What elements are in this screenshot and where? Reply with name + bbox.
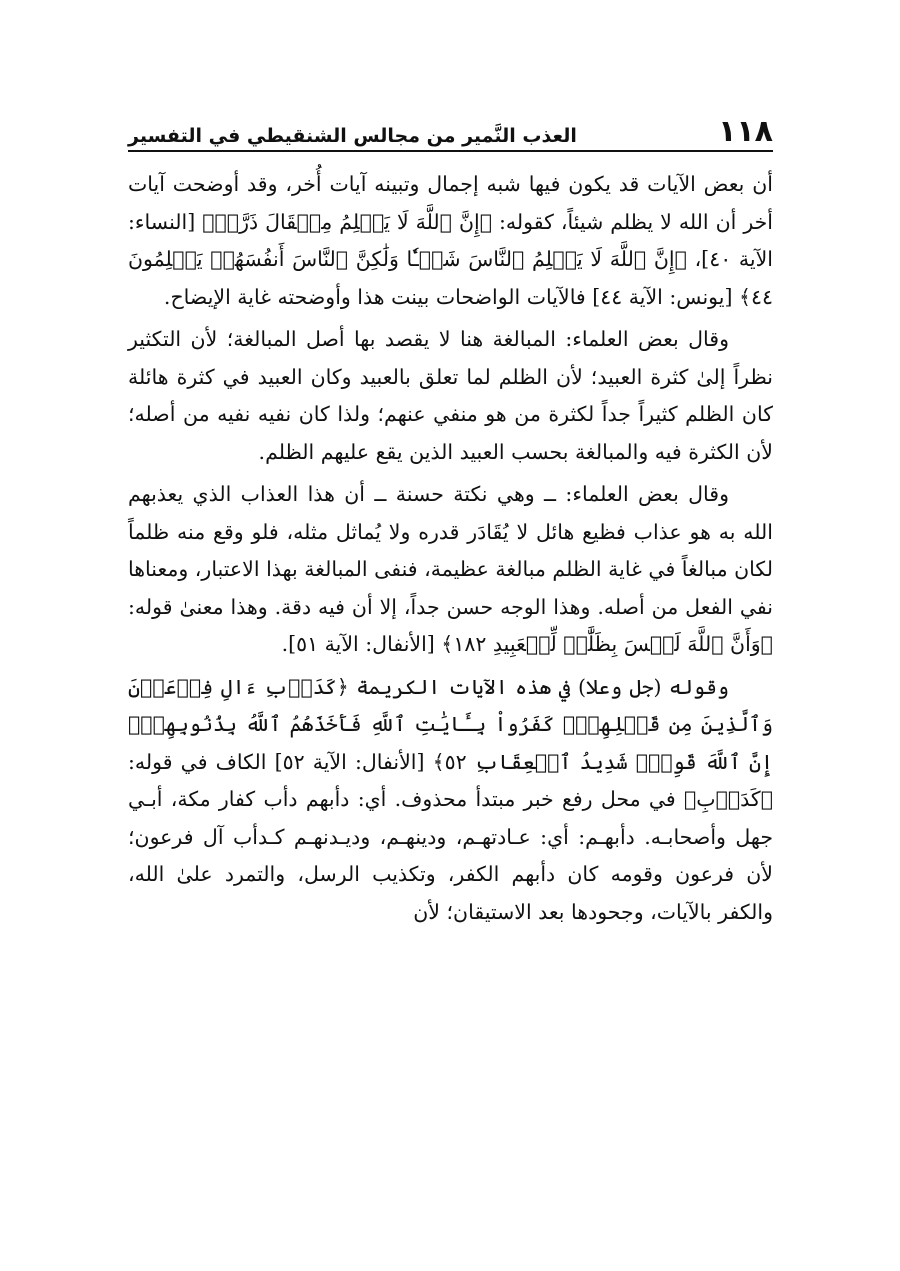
paragraph-4: وقوله (جل وعلا) في هذه الآيات الكريمة ﴿كَدَأۡبِ ءَالِ فِرۡعَوۡنَ وَٱلَّذِينَ مِن قَبۡلِهِمۡۚ كَفَرُواْ بِـَٔايَٰتِ ٱللَّهِ فَأَخَذَهُمُ ٱللَّهُ بِذُنُوبِهِمۡۚ إِنَّ ٱللَّهَ قَوِيّٞ شَدِيدُ ٱلۡعِقَابِ ٥٢﴾ [الأنفال: الآية ٥٢] الكاف في قوله: ﴿كَدَأۡبِ﴾ في محل رفع خبر مبتدأ محذوف. أي: دأبهم دأب كفار مكة، أبـي جهل وأصحابـه. دأبهـم: أي: عـادتهـم، ودينهـم، وديـدنهـم كـدأب آل فرعون؛ لأن فرعون وقومه كان دأبهم الكفر، وتكذيب الرسل، والتمرد علىٰ الله، والكفر بالآيات، وجحودها بعد الاستيقان؛ لأن [128,674,773,924]
page-body [128,166,773,936]
paragraph-2: وقال بعض العلماء: المبالغة هنا لا يقصد بها أصل المبالغة؛ لأن التكثير نظراً إلىٰ كثرة العبيد؛ لأن الظلم لما تعلق بالعبيد وكان العبيد في كثرة هائلة كان الظلم كثيراً جداً لكثرة من هو منفي عنهم؛ ولذا كان نفيه نفيه من أصله؛ لأن الكثرة فيه والمبالغة بحسب العبيد الذين يقع عليهم الظلم. [128,327,773,464]
paragraph-3: وقال بعض العلماء: ــ وهي نكتة حسنة ــ أن هذا العذاب الذي يعذبهم الله به هو عذاب فظيع هائل لا يُقَادَر قدره ولا يُماثل مثله، فلو وقع منه ظلماً لكان مبالغاً في غاية الظلم مبالغة عظيمة، فنفى المبالغة بهذا الاعتبار، ومعناها نفي الفعل من أصله. وهذا الوجه حسن جداً، إلا أن فيه دقة. وهذا معنىٰ قوله: ﴿وَأَنَّ ٱللَّهَ لَيۡسَ بِظَلَّٰمٖ لِّلۡعَبِيدِ ١٨٢﴾ [الأنفال: الآية ٥١]. [128,482,773,656]
paragraph-1: أن بعض الآيات قد يكون فيها شبه إجمال وتبينه آيات أُخر، وقد أوضحت آيات أخر أن الله لا يظلم شيئاً، كقوله: ﴿إِنَّ ٱللَّهَ لَا يَظۡلِمُ مِثۡقَالَ ذَرَّةٖ﴾ [النساء: الآية ٤٠]، ﴿إِنَّ ٱللَّهَ لَا يَظۡلِمُ ٱلنَّاسَ شَيۡـٔٗا وَلَٰكِنَّ ٱلنَّاسَ أَنفُسَهُمۡ يَظۡلِمُونَ ٤٤﴾ [يونس: الآية ٤٤] فالآيات الواضحات بينت هذا وأوضحته غاية الإيضاح. [128,172,773,309]
page-header [128,112,773,148]
page-number: ١١٨ [718,114,773,149]
running-title: العذب النَّمير من مجالس الشنقيطي في التفسير [128,125,577,147]
header-rule [128,150,773,152]
